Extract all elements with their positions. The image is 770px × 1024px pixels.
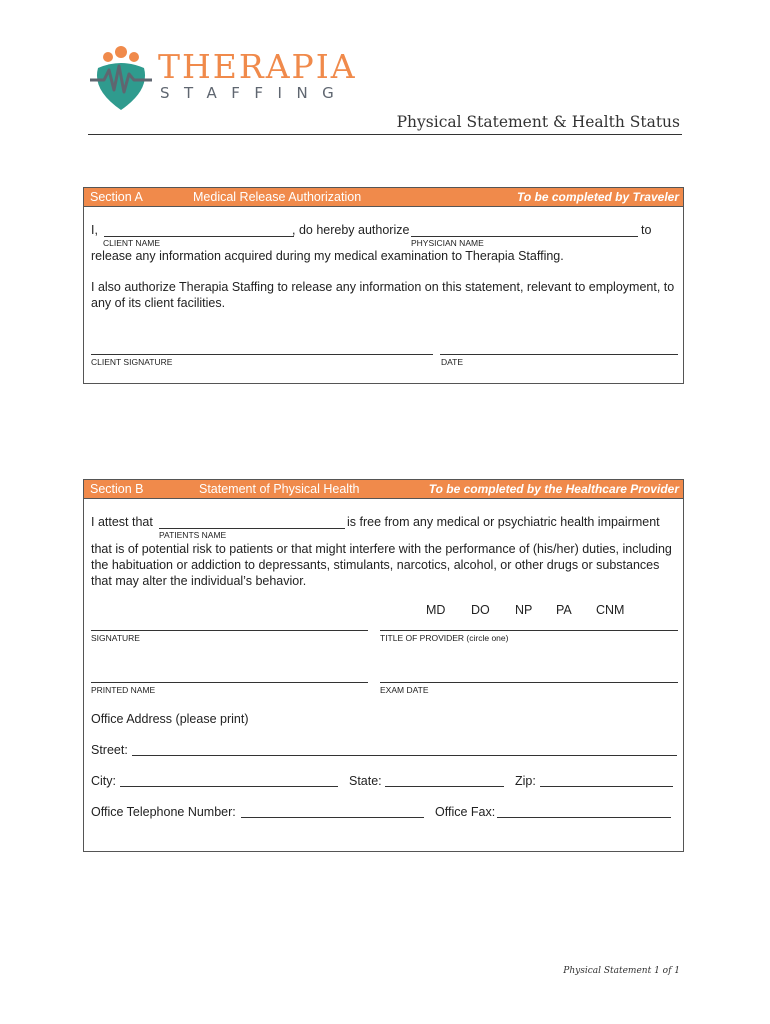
section-a-heading: Medical Release Authorization — [193, 190, 362, 204]
zip-label: Zip: — [515, 774, 536, 788]
exam-date-label: EXAM DATE — [380, 685, 429, 695]
authorize-suffix: to — [641, 223, 652, 237]
title-np[interactable]: NP — [515, 603, 533, 617]
title-cnm[interactable]: CNM — [596, 603, 625, 617]
authorize-mid: , do hereby authorize — [292, 223, 410, 237]
section-a-note: To be completed by Traveler — [516, 190, 679, 204]
attest-suffix: is free from any medical or psychiatric health impairment — [347, 515, 660, 529]
signature-label: SIGNATURE — [91, 633, 140, 643]
exam-date-field[interactable] — [380, 682, 678, 683]
physician-name-label: PHYSICIAN NAME — [411, 238, 484, 248]
state-label: State: — [349, 774, 382, 788]
logo — [88, 44, 358, 114]
street-field[interactable] — [132, 755, 677, 756]
physician-name-field[interactable] — [411, 236, 638, 237]
title-divider — [88, 134, 682, 135]
logo-name: THERAPIA — [158, 47, 357, 86]
fax-field[interactable] — [497, 817, 671, 818]
patients-name-label: PATIENTS NAME — [159, 530, 227, 540]
section-a-header — [84, 188, 683, 207]
state-field[interactable] — [385, 786, 504, 787]
date-field[interactable] — [440, 354, 678, 355]
client-name-field[interactable] — [104, 236, 294, 237]
printed-name-label: PRINTED NAME — [91, 685, 156, 695]
page-footer: Physical Statement 1 of 1 — [563, 966, 680, 976]
attest-paragraph: that is of potential risk to patients or that might interfere with the performance of (his/her) duties, including the habituation or addiction to depressants, stimulants, narcotics, alcohol, or other drugs or substances that may alter the individual’s behavior. — [91, 542, 672, 588]
title-do[interactable]: DO — [471, 603, 490, 617]
telephone-label: Office Telephone Number: — [91, 805, 236, 819]
street-label: Street: — [91, 743, 128, 757]
zip-field[interactable] — [540, 786, 673, 787]
city-field[interactable] — [120, 786, 338, 787]
section-b-header — [84, 480, 683, 499]
date-label: DATE — [441, 357, 464, 367]
client-name-label: CLIENT NAME — [103, 238, 160, 248]
title-md[interactable]: MD — [426, 603, 446, 617]
section-b — [83, 479, 684, 852]
title-of-provider-label: TITLE OF PROVIDER (circle one) — [380, 633, 509, 643]
attest-prefix: I attest that — [91, 515, 153, 529]
office-address-label: Office Address (please print) — [91, 712, 249, 726]
telephone-field[interactable] — [241, 817, 424, 818]
section-a-label: Section A — [90, 190, 143, 204]
logo-mark-icon — [88, 44, 154, 114]
authorize-prefix: I, — [91, 223, 98, 237]
section-b-label: Section B — [90, 482, 144, 496]
logo-sub: STAFFING — [160, 84, 349, 102]
client-signature-label: CLIENT SIGNATURE — [91, 357, 173, 367]
fax-label: Office Fax: — [435, 805, 496, 819]
signature-field[interactable] — [91, 630, 368, 631]
page-title: Physical Statement & Health Status — [396, 113, 680, 131]
title-of-provider-field[interactable] — [380, 630, 678, 631]
printed-name-field[interactable] — [91, 682, 368, 683]
section-b-note: To be completed by the Healthcare Provider — [428, 482, 679, 496]
section-a — [83, 187, 684, 384]
authorize-paragraph: I also authorize Therapia Staffing to release any information on this statement, relevant to employment, to any of its client facilities. — [91, 280, 675, 310]
city-label: City: — [91, 774, 116, 788]
client-signature-field[interactable] — [91, 354, 433, 355]
section-b-heading: Statement of Physical Health — [199, 482, 360, 496]
release-text: release any information acquired during my medical examination to Therapia Staffing. — [91, 249, 564, 263]
patients-name-field[interactable] — [159, 528, 345, 529]
title-pa[interactable]: PA — [556, 603, 572, 617]
